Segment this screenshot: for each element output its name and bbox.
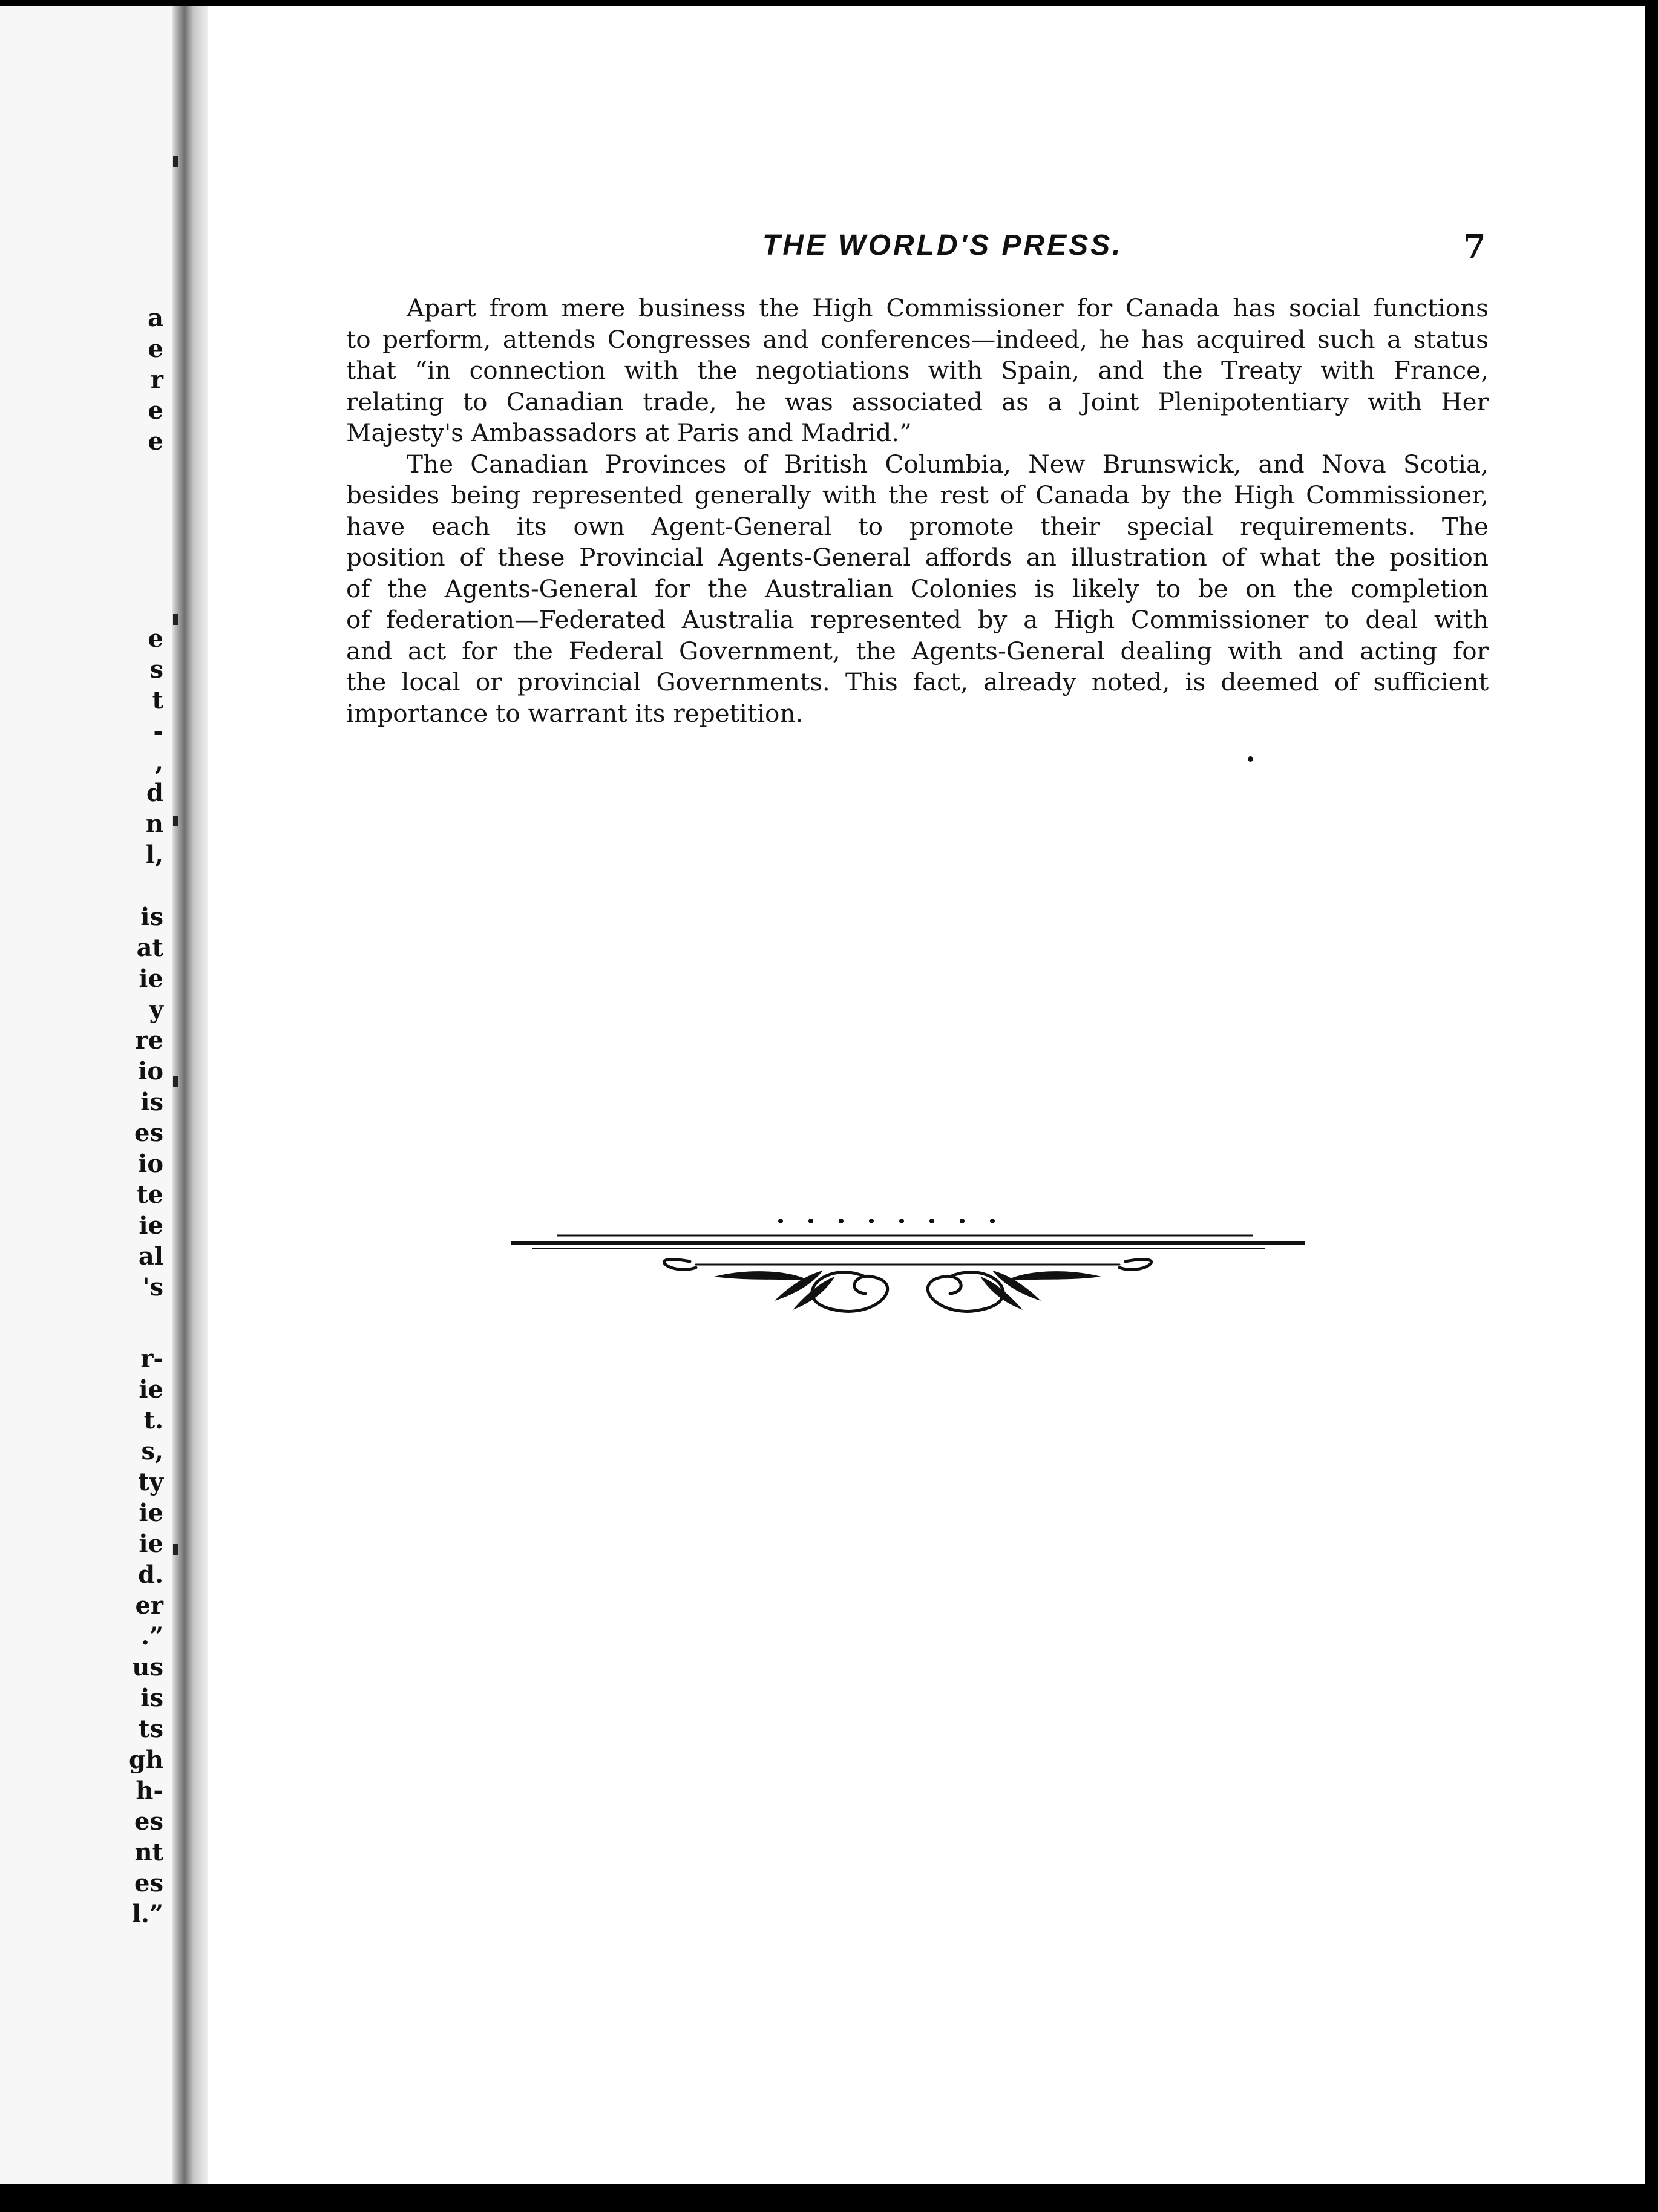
fragment-line: at <box>136 934 163 962</box>
fragment-line: ts <box>139 1715 163 1743</box>
fragment-line: r <box>150 365 163 394</box>
binding-gutter <box>172 6 208 2184</box>
fragment-line: e <box>148 396 163 425</box>
tailpiece-ornament <box>508 1210 1307 1331</box>
fragment-line: es <box>134 1119 163 1147</box>
fragment-line: er <box>135 1591 163 1620</box>
fragment-line: e <box>148 624 163 653</box>
ornament-scrolls <box>664 1260 1151 1312</box>
facing-page-text-block <box>0 623 163 870</box>
fragment-line: n <box>145 810 163 838</box>
fragment-line: al <box>138 1242 163 1271</box>
fragment-line: us <box>132 1653 163 1681</box>
fragment-line: ie <box>139 1211 163 1240</box>
fragment-line: ie <box>139 1499 163 1527</box>
paragraph-1-line: Apart from mere business the High Commissioner for Canada has social functions <box>407 293 1489 322</box>
paragraph-2-line: of the Agents-General for the Australian Colonies is likely to be on the completion <box>346 574 1489 603</box>
paragraph-1-line: relating to Canadian trade, he was associated as a Joint Plenipotentiary with Her <box>346 387 1489 416</box>
fragment-line: l, <box>145 840 163 869</box>
paragraph-1-line: that “in connection with the negotiations with Spain, and the Treaty with France, <box>346 356 1489 385</box>
paragraph-2-line: besides being represented generally with the rest of Canada by the High Commissioner, <box>346 480 1489 509</box>
fragment-line: nt <box>134 1838 163 1867</box>
fragment-line: l.” <box>131 1900 163 1928</box>
scan-bottom-border <box>0 2184 1658 2212</box>
facing-page-text-block <box>0 303 163 457</box>
fragment-line: ie <box>139 1375 163 1404</box>
paragraph-2-line: the local or provincial Governments. This fact, already noted, is deemed of sufficient <box>346 667 1489 696</box>
fragment-line: s <box>149 655 163 684</box>
gutter-mark <box>173 816 178 826</box>
fragment-line: ty <box>138 1468 163 1496</box>
fragment-line: ie <box>139 964 163 993</box>
paragraph-2-line: The Canadian Provinces of British Columbia, New Brunswick, and Nova Scotia, <box>407 449 1489 479</box>
paragraph-2-line: position of these Provincial Agents-General affords an illustration of what the position <box>346 543 1489 572</box>
fragment-line: t. <box>143 1406 163 1435</box>
fragment-line: d <box>146 779 163 807</box>
fragment-line: io <box>138 1057 163 1085</box>
fragment-line: e <box>148 335 163 363</box>
facing-page-text-block <box>0 1343 163 1929</box>
paragraph-1-line: Majesty's Ambassadors at Paris and Madrid.” <box>346 418 912 447</box>
gutter-mark <box>173 614 178 625</box>
paragraph-2-line: and act for the Federal Government, the Agents-General dealing with and acting for <box>346 636 1489 666</box>
gutter-mark <box>173 1544 178 1555</box>
ornament-rule <box>511 1241 1305 1245</box>
scan-right-border <box>1645 0 1658 2212</box>
fragment-line: io <box>138 1150 163 1178</box>
fragment-line: gh <box>128 1746 163 1774</box>
fragment-line: es <box>134 1869 163 1897</box>
fragment-line: is <box>140 1088 163 1116</box>
gutter-mark <box>173 156 178 167</box>
paragraph-1-line: to perform, attends Congresses and conferences—indeed, he has acquired such a status <box>346 324 1489 354</box>
fragment-line: es <box>134 1807 163 1836</box>
fragment-line: - <box>153 717 163 745</box>
fragment-line: a <box>148 304 163 332</box>
fragment-line: d. <box>138 1560 163 1589</box>
running-head: THE WORLD'S PRESS. <box>762 229 1123 261</box>
scan-top-border <box>0 0 1658 6</box>
fragment-line: y <box>149 995 163 1024</box>
paragraph-2-line: of federation—Federated Australia represented by a High Commissioner to deal with <box>346 605 1489 634</box>
fragment-line: re <box>135 1026 163 1055</box>
fragment-line: t <box>152 686 163 715</box>
fragment-line: 's <box>142 1273 163 1301</box>
fragment-line: .” <box>141 1622 163 1651</box>
fragment-line: te <box>137 1180 163 1209</box>
fragment-line: s, <box>141 1437 163 1465</box>
ink-speck <box>1248 756 1253 762</box>
ornament-flourishes <box>714 1271 1101 1310</box>
fragment-line: ie <box>139 1530 163 1558</box>
fragment-line: e <box>148 427 163 456</box>
fragment-line: h- <box>136 1776 163 1805</box>
paragraph-2-line: have each its own Agent-General to promote their special requirements. The <box>346 511 1489 541</box>
fragment-line: r- <box>140 1344 163 1373</box>
gutter-mark <box>173 1076 178 1087</box>
fragment-line: , <box>155 748 163 776</box>
fragment-line: is <box>140 903 163 931</box>
ornament-dots <box>778 1219 995 1223</box>
fragment-line: is <box>140 1684 163 1712</box>
paragraph-2-line: importance to warrant its repetition. <box>346 698 804 728</box>
article-body <box>346 293 1489 729</box>
page-number: 7 <box>1463 227 1486 266</box>
facing-page-text-block <box>0 901 163 1303</box>
